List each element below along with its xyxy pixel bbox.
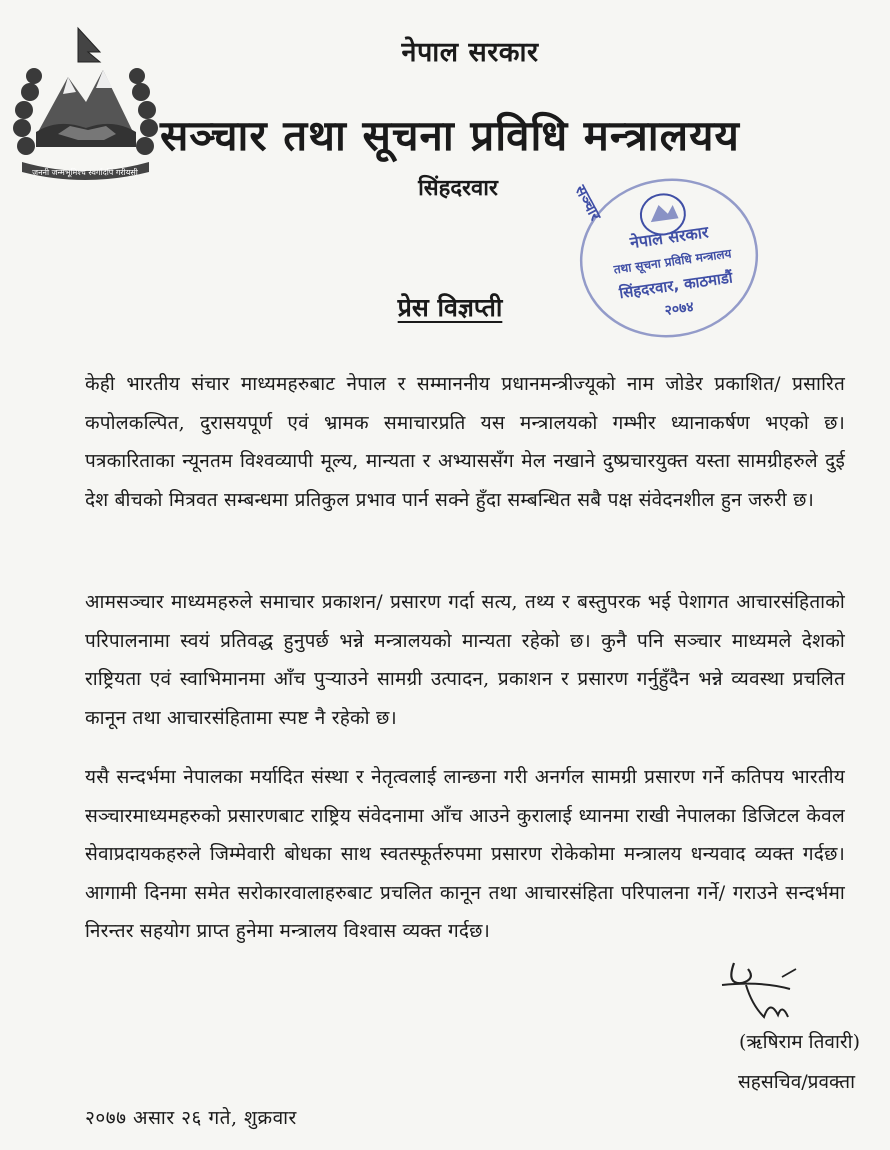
signer-title: सहसचिव/प्रवक्ता bbox=[737, 1071, 855, 1093]
official-stamp bbox=[563, 162, 775, 355]
document-date: २०७७ असार २६ गते, शुक्रवार bbox=[85, 1107, 297, 1129]
paragraph: यसै सन्दर्भमा नेपालका मर्यादित संस्था र नेतृत्वलाई लान्छना गरी अनर्गल सामग्री प्रसारण गर्ने कतिपय भारतीय सञ्चारमाध्यमहरुको प्रसारणबाट राष्ट्रिय संवेदनामा आँच आउने कुरालाई ध्यानमा राखी नेपालका डिजिटल केवल सेवाप्रदायकहरुले जिम्मेवारी बोधका साथ स्वतस्फूर्तरुपमा प्रसारण रोकेकोमा मन्त्रालय धन्यवाद व्यक्त गर्दछ। आगामी दिनमा समेत सरोकारवालाहरुबाट प्रचलित कानून तथा आचारसंहिता परिपालना गर्ने/ गराउने सन्दर्भमा निरन्तर सहयोग प्राप्त हुनेमा मन्त्रालय विश्वास व्यक्त गर्दछ। bbox=[85, 766, 845, 942]
stamp-line: सञ्चार bbox=[571, 182, 605, 224]
government-name: नेपाल सरकार bbox=[401, 37, 539, 68]
press-release-title: प्रेस विज्ञप्ती bbox=[397, 293, 503, 322]
stamp-line: २०७४ bbox=[663, 299, 695, 320]
svg-text:जननी जन्मभूमिश्च स्वर्गादपि गर: जननी जन्मभूमिश्च स्वर्गादपि गरीयसी bbox=[32, 168, 138, 177]
stamp-line: नेपाल सरकार bbox=[628, 222, 710, 253]
ministry-name: सञ्चार तथा सूचना प्रविधि मन्त्रालयय bbox=[160, 111, 740, 160]
ministry-location: सिंहदरवार bbox=[418, 176, 498, 201]
signer-name: (ऋषिराम तिवारी) bbox=[739, 1031, 860, 1053]
paragraph: आमसञ्चार माध्यमहरुले समाचार प्रकाशन/ प्रसारण गर्दा सत्य, तथ्य र बस्तुपरक भई पेशागत आचारसंहिताको परिपालनामा स्वयं प्रतिवद्ध हुनुपर्छ भन्ने मन्त्रालयको मान्यता रहेको छ। कुनै पनि सञ्चार माध्यमले देशको राष्ट्रियता एवं स्वाभिमानमा आँच पुर्‍याउने सामग्री उत्पादन, प्रकाशन र प्रसारण गर्नुहुँदैन भन्ने व्यवस्था प्रचलित कानून तथा आचारसंहितामा स्पष्ट नै रहेको छ। bbox=[85, 591, 845, 729]
signature bbox=[712, 955, 822, 1025]
paragraph: केही भारतीय संचार माध्यमहरुबाट नेपाल र सम्माननीय प्रधानमन्त्रीज्यूको नाम जोडेर प्रकाशित/ प्रसारित कपोलकल्पित, दुरासयपूर्ण एवं भ्रामक समाचारप्रति यस मन्त्रालयको गम्भीर ध्यानाकर्षण भएको छ। पत्रकारिताका न्यूनतम विश्वव्यापी मूल्य, मान्यता र अभ्याससँग मेल नखाने दुष्प्रचारयुक्त यस्ता सामग्रीहरुले दुई देश बीचको मित्रवत सम्बन्धमा प्रतिकुल प्रभाव पार्न सक्ने हुँदा सम्बन्धित सबै पक्ष संवेदनशील हुन जरुरी छ। bbox=[85, 373, 845, 511]
stamp-line: सिंहदरवार, काठमाडौं bbox=[618, 268, 734, 303]
nepal-emblem-icon bbox=[8, 22, 163, 182]
stamp-line: तथा सूचना प्रविधि मन्त्रालय bbox=[612, 246, 733, 277]
